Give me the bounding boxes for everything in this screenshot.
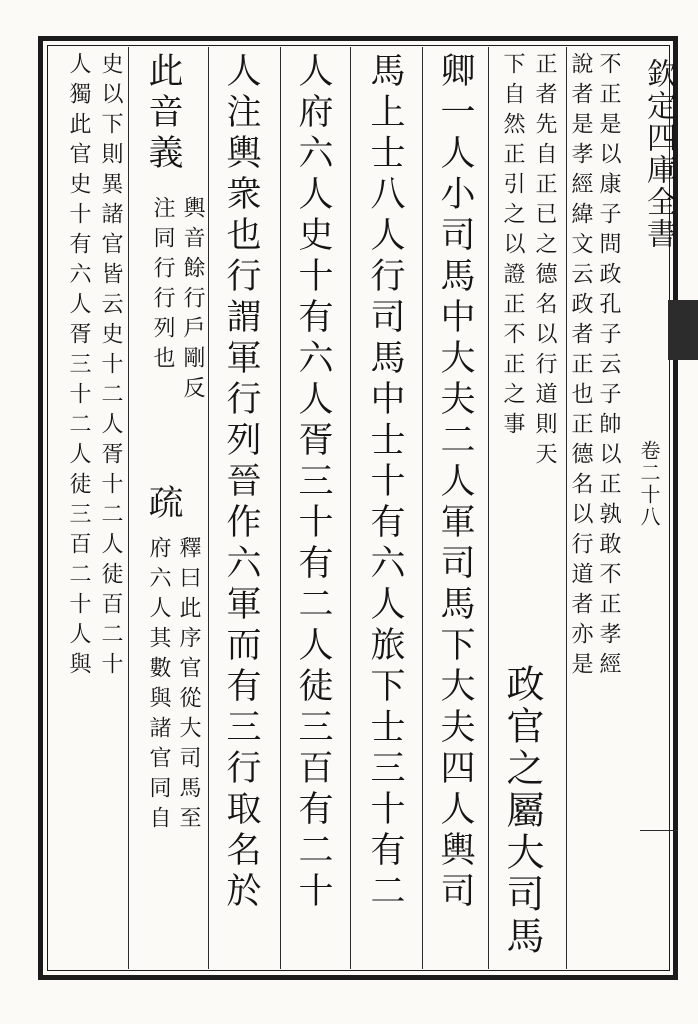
annotation-col-left: 府六人其數與諸官同自 [146,536,171,836]
edge-tab [668,300,698,360]
column-rule [208,47,209,969]
annotation-col-left: 下自然正引之以證正不正之事 [500,52,525,442]
annotation-col-left: 注同行行列也 [150,196,175,376]
main-text-column: 卿一人小司馬中大夫二人軍司馬下大夫四人輿司 [435,52,475,913]
section-heading: 政官之屬大司馬 [500,664,544,958]
annotation-col-right: 輿音餘行戶剛反 [180,196,205,406]
column-rule [350,47,351,969]
annotation-col-right: 釋曰此序官從大司馬至 [176,536,201,836]
commentary-marker: 疏 [143,484,183,525]
column-rule [280,47,281,969]
annotation-col-right: 正者先自正已之德名以行道則天 [532,52,557,472]
main-text-column: 人府六人史十有六人胥三十有二人徒三百有二十 [293,52,333,913]
main-text-column: 馬上士八人行司馬中士十有六人旅下士三十有二 [365,52,405,913]
juan-number: 卷二十八 [637,440,661,528]
main-text-fragment: 此音義 [143,52,183,175]
main-text-column: 人注輿衆也行謂軍行列晉作六軍而有三行取名於 [221,52,261,913]
annotation-col-left: 說者是孝經緯文云政者正也正德名以行道者亦是 [568,52,593,682]
annotation-col-left: 人獨此官史十有六人胥三十二人徒三百二十人與 [66,52,91,682]
annotation-col-right: 不正是以康子問政孔子云子帥以正孰敢不正孝經 [596,52,621,682]
book-title: 欽定四庫全書 [641,58,676,250]
column-rule [128,47,129,969]
annotation-col-right: 史以下則異諸官皆云史十二人胥十二人徒百二十 [98,52,123,682]
edge-tick [640,830,678,831]
column-rule [566,47,567,969]
column-rule [488,47,489,969]
column-rule [422,47,423,969]
